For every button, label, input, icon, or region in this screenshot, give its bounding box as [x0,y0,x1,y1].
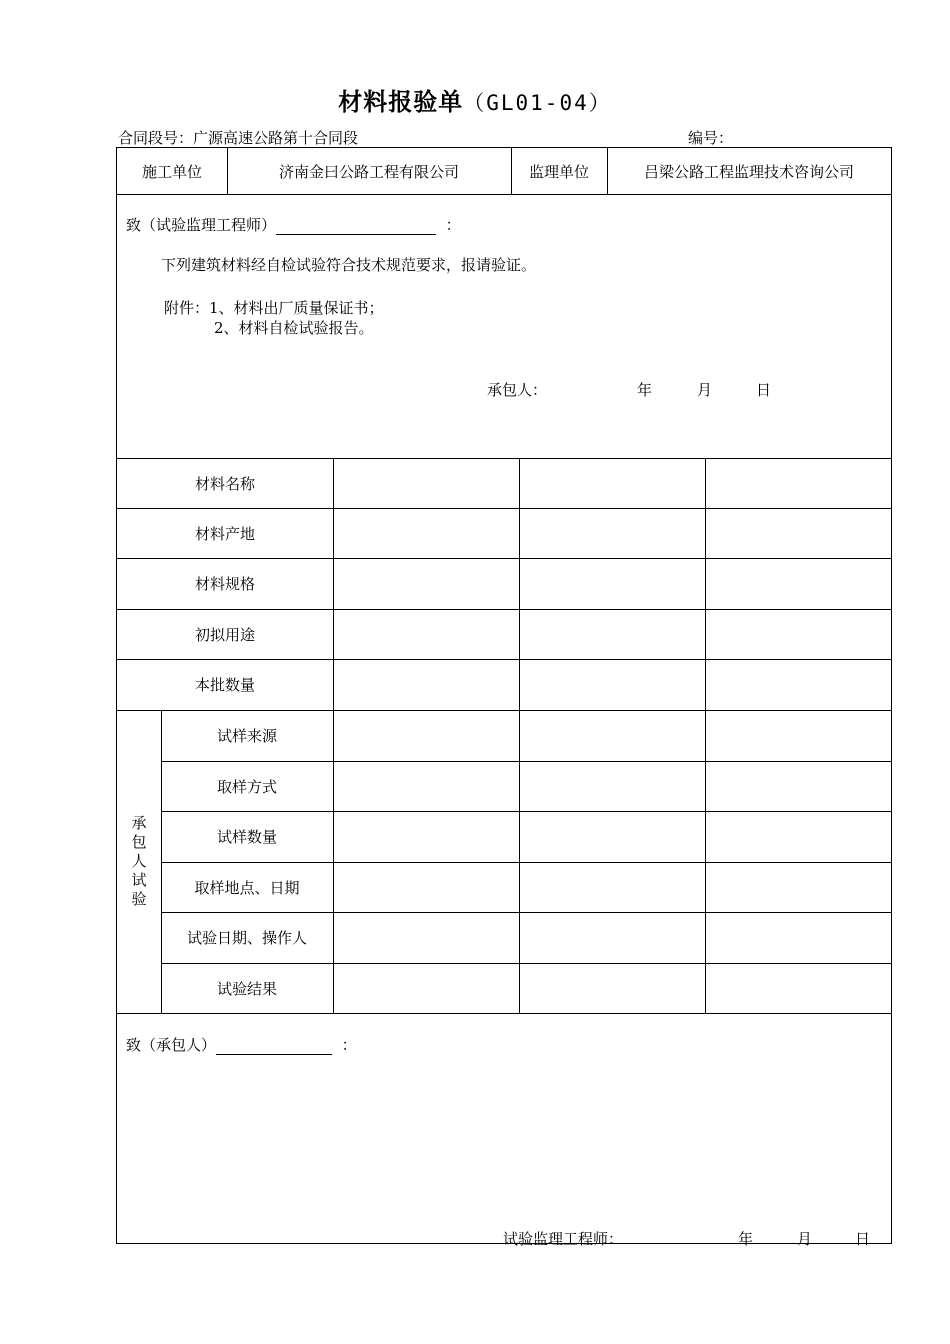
engineer-name-blank[interactable] [276,216,436,235]
reply-to-prefix: 致（承包人） [126,1036,217,1054]
reply-colon: ： [341,1036,357,1054]
divider [519,458,520,1013]
divider [117,1013,891,1014]
reply-addressee [126,1034,357,1055]
attachment-1: 附件：1、材料出厂质量保证书； [164,299,384,317]
construction-unit-label: 施工单位 [141,162,202,181]
contractor-test-group-label [129,814,149,909]
row-label-test-result: 试验结果 [216,979,277,998]
form-code: （GL01-04） [463,91,612,115]
request-body: 下列建筑材料经自检试验符合技术规范要求，报请验证。 [161,256,537,274]
divider [117,194,891,195]
group-char: 人 [131,852,147,870]
request-colon: ： [445,216,461,234]
supervision-unit-label: 监理单位 [528,162,589,181]
request-day: 日 [756,381,772,399]
request-addressee [126,214,461,235]
contractor-label: 承包人： [487,381,548,399]
row-label-sampling-place-date: 取样地点、日期 [194,878,300,897]
reply-year: 年 [738,1230,754,1248]
supervision-unit-value: 吕梁公路工程监理技术咨询公司 [643,162,854,181]
row-label-intended-use: 初拟用途 [194,625,255,644]
request-to-prefix: 致（试验监理工程师） [126,216,277,234]
row-label-sample-quantity: 试样数量 [216,828,277,846]
engineer-label: 试验监理工程师： [503,1230,624,1248]
construction-unit-value: 济南金曰公路工程有限公司 [278,162,459,181]
reply-month: 月 [797,1230,813,1248]
row-label-material-name: 材料名称 [194,474,255,493]
group-char: 包 [131,833,147,851]
title-main: 材料报验单 [338,87,464,116]
form-frame [116,147,892,1248]
divider [705,458,706,1013]
group-char: 验 [131,890,147,908]
row-label-test-date-operator: 试验日期、操作人 [186,929,307,947]
request-month: 月 [697,381,713,399]
request-year: 年 [637,381,653,399]
reply-day: 日 [855,1230,871,1248]
row-label-batch-quantity: 本批数量 [194,676,255,694]
row-label-material-spec: 材料规格 [194,575,255,593]
row-label-material-origin: 材料产地 [194,524,255,543]
divider [333,458,334,1013]
contract-section: 合同段号：广源高速公路第十合同段 [118,129,359,147]
attachment-2: 2、材料自检试验报告。 [214,319,374,337]
group-char: 试 [131,871,147,889]
page-title [0,82,950,117]
group-char: 承 [131,814,147,832]
row-label-sampling-method: 取样方式 [216,777,277,796]
row-label-sample-source: 试样来源 [216,727,277,745]
contractor-name-blank[interactable] [216,1036,332,1055]
number-label: 编号： [688,129,734,147]
